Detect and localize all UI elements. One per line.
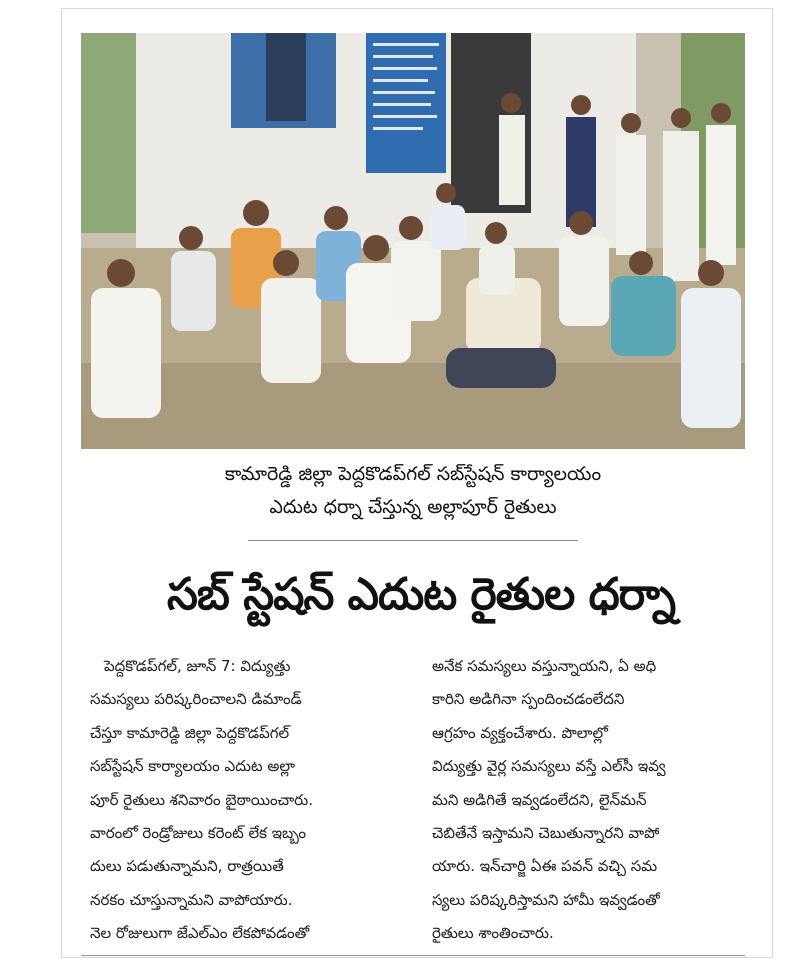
body-line: రైతులు శాంతించారు.: [432, 924, 554, 943]
body-line: యారు. ఇన్‌చార్జి ఏఈ పవన్ వచ్చి సమ: [432, 857, 658, 876]
body-line: కారిని అడిగినా స్పందించడంలేదని: [432, 690, 625, 709]
caption-line-2: ఎదుట ధర్నా చేస్తున్న అల్లాపూర్ రైతులు: [269, 496, 557, 518]
body-line: అనేక సమస్యలు వస్తున్నాయని, ఏ అధి: [432, 657, 657, 675]
body-line: మని అడిగితే ఇవ్వడంలేదని, లైన్‌మన్: [432, 790, 647, 809]
bottom-divider: [81, 955, 745, 956]
body-line: సబ్‌స్టేషన్ కార్యాలయం ఎదుట అల్లా: [90, 757, 296, 776]
body-line: నరకం చూస్తున్నామని వాపోయారు.: [90, 890, 293, 909]
body-line: పెద్దకొడప్‌గల్, జూన్ 7: విద్యుత్తు: [104, 657, 291, 675]
body-line: పూర్ రైతులు శనివారం బైఠాయించారు.: [90, 790, 314, 809]
body-line: స్యలు పరిష్కరిస్తామని హామీ ఇవ్వడంతో: [432, 890, 660, 909]
body-line: దులు పడుతున్నామని, రాత్రయితే: [90, 857, 284, 876]
news-photo: [81, 33, 745, 449]
body-line: విద్యుత్తు వైర్ల సమస్యలు వస్తే ఎల్‌సీ ఇవ్వ: [432, 757, 666, 776]
body-column-right: [432, 650, 750, 951]
body-line: నెల రోజులుగా జేఎల్ఎం లేకపోవడంతో: [90, 924, 310, 943]
body-column-left: [90, 650, 408, 951]
body-line: సమస్యలు పరిష్కరించాలని డిమాండ్: [90, 690, 302, 709]
photo-caption: [81, 458, 745, 524]
body-line: చేస్తూ కామారెడ్డి జిల్లా పెద్దకొడప్‌గల్: [90, 723, 290, 742]
body-line: వారంలో రెండ్రోజులు కరెంట్ లేక ఇబ్బం: [90, 824, 307, 843]
body-line: చెబితేనే ఇస్తామని చెబుతున్నారని వాపో: [432, 824, 660, 843]
caption-divider: [248, 540, 578, 541]
farmers-protest-photo: [81, 33, 745, 449]
caption-line-1: కామారెడ్డి జిల్లా పెద్దకొడప్‌గల్ సబ్‌స్టేషన్ కార్యాలయం: [224, 463, 602, 485]
article-headline: సబ్ స్టేషన్ ఎదుట రైతుల ధర్నా: [167, 569, 675, 620]
body-line: ఆగ్రహం వ్యక్తంచేశారు. పొలాల్లో: [432, 723, 608, 742]
